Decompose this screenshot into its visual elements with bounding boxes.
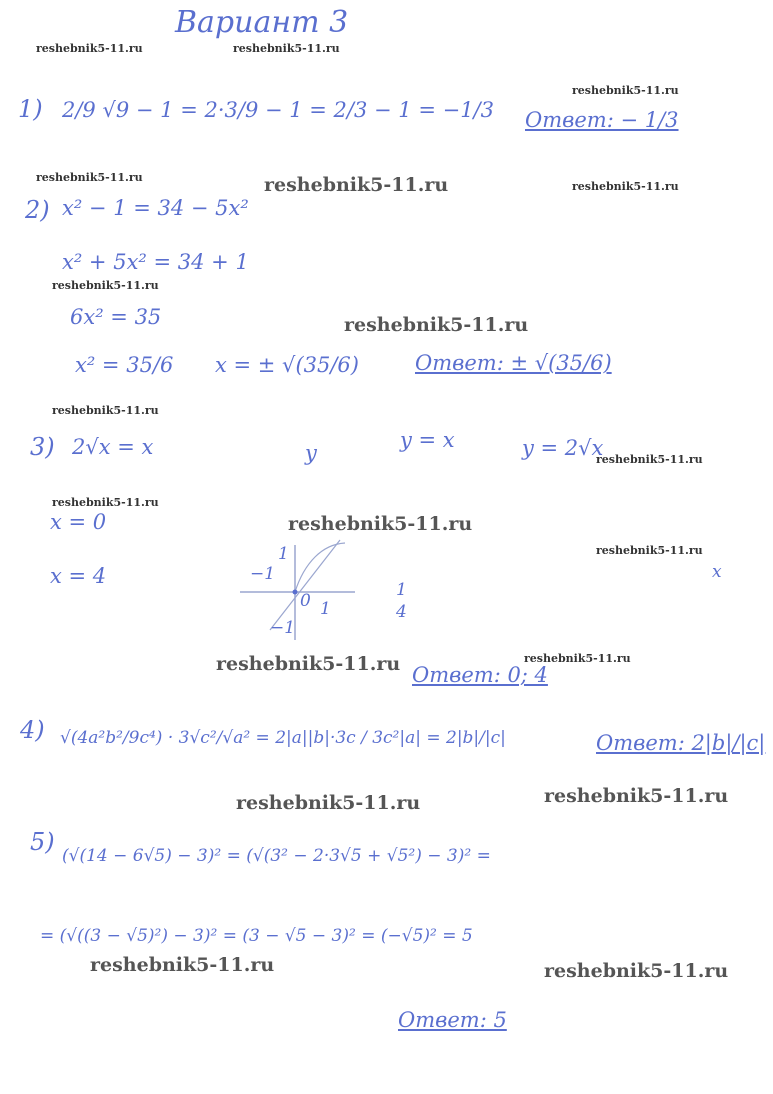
graph-label: 1: [396, 580, 407, 600]
watermark: reshebnik5-11.ru: [233, 42, 340, 55]
graph-label: 1: [320, 599, 331, 619]
task3-y-root-label: y = 2√x: [522, 436, 604, 460]
variant-title: Вариант 3: [175, 5, 349, 40]
intersection-point: [293, 590, 298, 595]
task3-y-label: y: [305, 441, 317, 465]
watermark: reshebnik5-11.ru: [52, 279, 159, 292]
watermark: reshebnik5-11.ru: [216, 653, 401, 675]
task5-number: 5): [30, 828, 55, 856]
graph-label: −1: [250, 564, 276, 584]
watermark: reshebnik5-11.ru: [236, 792, 421, 814]
watermark: reshebnik5-11.ru: [544, 960, 729, 982]
watermark: reshebnik5-11.ru: [288, 513, 473, 535]
task4-expression: √(4a²b²/9c⁴) · 3√c²/√a² = 2|a||b|·3c / 3c²|a| = 2|b|/|c|: [60, 728, 506, 748]
graph-label: 1: [278, 544, 289, 564]
task2-answer: Ответ: ± √(35/6): [415, 351, 612, 375]
graph-label: 4: [396, 602, 407, 622]
task2-line4: x² = 35/6: [75, 353, 174, 377]
task5-line2: = (√((3 − √5)²) − 3)² = (3 − √5 − 3)² = (−√5)² = 5: [40, 926, 473, 946]
watermark: reshebnik5-11.ru: [264, 174, 449, 196]
task5-answer: Ответ: 5: [398, 1008, 507, 1032]
watermark: reshebnik5-11.ru: [90, 954, 275, 976]
watermark: reshebnik5-11.ru: [344, 314, 529, 336]
graph-label: x: [712, 562, 722, 582]
task1-answer: Ответ: − 1/3: [525, 108, 679, 132]
watermark: reshebnik5-11.ru: [572, 180, 679, 193]
task3-graph: [240, 535, 360, 645]
task3-x4: x = 4: [50, 564, 107, 588]
watermark: reshebnik5-11.ru: [572, 84, 679, 97]
task5-line1: (√(14 − 6√5) − 3)² = (√(3² − 2·3√5 + √5²) − 3)² =: [62, 846, 491, 866]
graph-label: 0: [300, 591, 311, 611]
task4-answer: Ответ: 2|b|/|c|: [596, 731, 766, 755]
task2-line2: x² + 5x² = 34 + 1: [62, 250, 249, 274]
watermark: reshebnik5-11.ru: [36, 42, 143, 55]
task3-yx-label: y = x: [400, 428, 455, 452]
task3-expression: 2√x = x: [72, 435, 154, 459]
task1-number: 1): [18, 95, 43, 123]
task2-line3: 6x² = 35: [70, 305, 162, 329]
watermark: reshebnik5-11.ru: [524, 652, 631, 665]
task2-number: 2): [25, 196, 50, 224]
watermark: reshebnik5-11.ru: [544, 785, 729, 807]
task4-number: 4): [20, 716, 45, 744]
watermark: reshebnik5-11.ru: [596, 453, 703, 466]
curve-y-equals-2-root-x: [295, 543, 345, 592]
watermark: reshebnik5-11.ru: [596, 544, 703, 557]
task2-line1: x² − 1 = 34 − 5x²: [62, 196, 249, 220]
task3-number: 3): [30, 433, 55, 461]
graph-label: −1: [270, 618, 296, 638]
task3-x0: x = 0: [50, 510, 107, 534]
task1-expression: 2/9 √9 − 1 = 2·3/9 − 1 = 2/3 − 1 = −1/3: [62, 98, 494, 122]
task2-root: x = ± √(35/6): [215, 353, 359, 377]
watermark: reshebnik5-11.ru: [52, 404, 159, 417]
watermark: reshebnik5-11.ru: [36, 171, 143, 184]
watermark: reshebnik5-11.ru: [52, 496, 159, 509]
task3-answer: Ответ: 0; 4: [412, 663, 548, 687]
